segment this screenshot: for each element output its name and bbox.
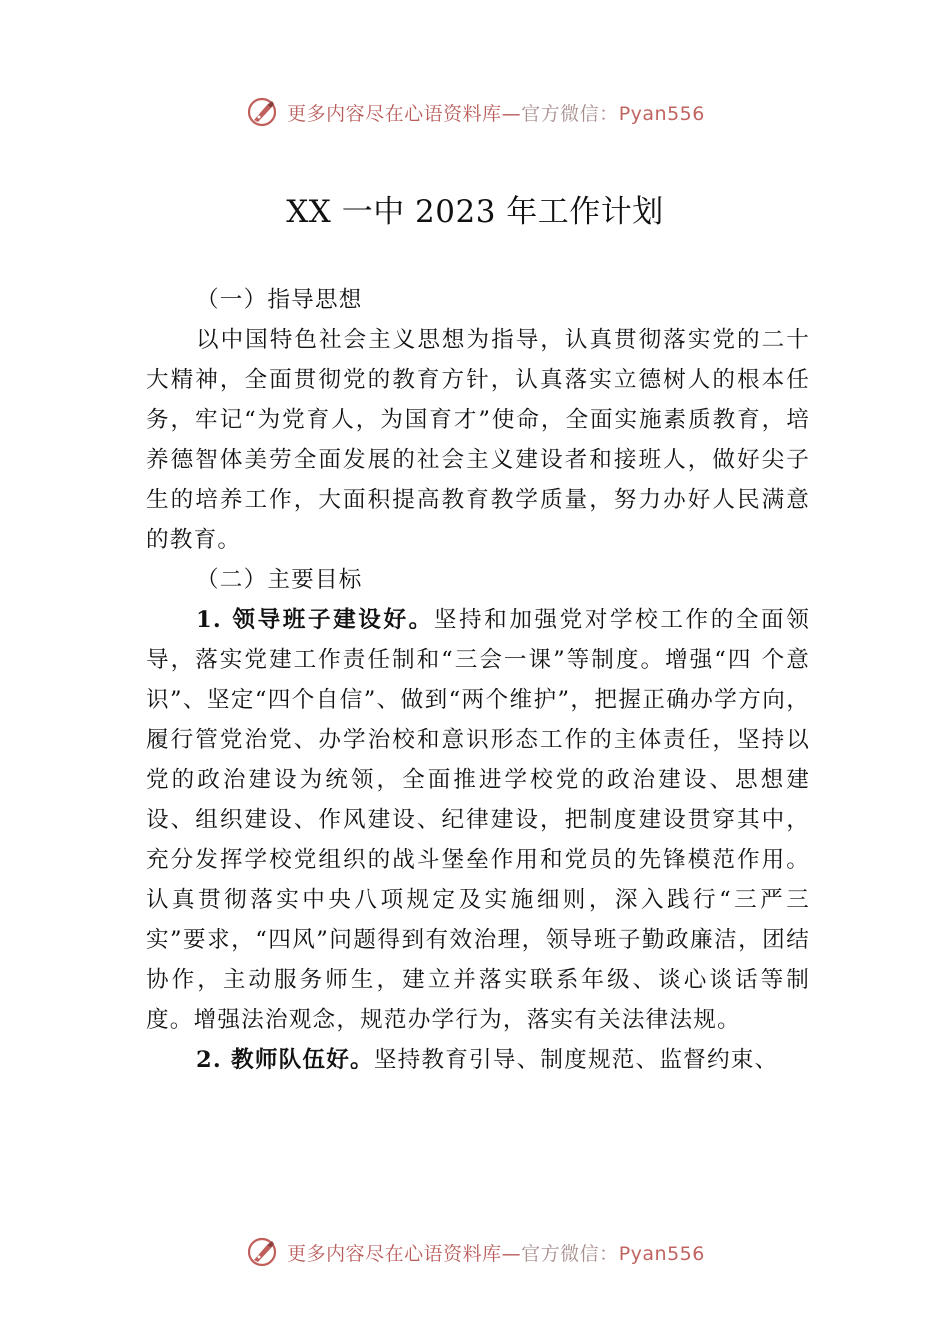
banner-main: 更多内容尽在心语资料库 <box>287 102 502 125</box>
section1-heading: （一）指导思想 <box>196 287 363 313</box>
pen-nib-circle-icon <box>245 95 279 129</box>
banner-wechat-label: 官方微信： <box>521 102 619 125</box>
footer-banner <box>0 1232 950 1272</box>
banner-wechat-label: 官方微信： <box>521 1242 619 1265</box>
section2-heading: （二）主要目标 <box>196 567 363 593</box>
banner-text <box>287 99 705 126</box>
goal-item-1-body: 坚持和加强党对学校工作的全面领导，落实党建工作责任制和“三会一课”等制度。增强“四 个意识”、坚定“四个自信”、做到“两个维护”，把握正确办学方向，履行管党治党、办学治校和意识形态工作的主体责任，坚持以党的政治建设为统领，全面推进学校党的政治建设、思想建设、组织建设、作风建设、纪律建设，把制度建设贯穿其中，充分发挥学校党组织的战斗堡垒作用和党员的先锋模范作用。认真贯彻落实中央八项规定及实施细则，深入践行“三严三实”要求，“四风”问题得到有效治理，领导班子勤政廉洁，团结协作，主动服务师生，建立并落实联系年级、谈心谈话等制度。增强法治观念，规范办学行为，落实有关法律法规。 <box>146 607 811 1033</box>
document-title: XX 一中 2023 年工作计划 <box>286 194 664 230</box>
banner-wechat-id: Pyan556 <box>618 102 705 125</box>
header-banner <box>0 92 950 132</box>
pen-nib-circle-icon <box>245 1235 279 1269</box>
banner-separator: — <box>501 1242 522 1265</box>
goal-item-1-lead: 1. 领导班子建设好。 <box>196 607 434 633</box>
document-body <box>146 280 810 1080</box>
banner-text <box>287 1239 705 1266</box>
goal-item-2-lead: 2. 教师队伍好。 <box>196 1047 374 1073</box>
section1-paragraph: 以中国特色社会主义思想为指导，认真贯彻落实党的二十大精神，全面贯彻党的教育方针，认真落实立德树人的根本任务，牢记“为党育人，为国育才”使命，全面实施素质教育，培养德智体美劳全面发展的社会主义建设者和接班人，做好尖子生的培养工作，大面积提高教育教学质量，努力办好人民满意的教育。 <box>146 327 810 553</box>
goal-item-2-body: 坚持教育引导、制度规范、监督约束、 <box>373 1047 779 1073</box>
goal-item-2 <box>146 1040 810 1080</box>
goal-item-1 <box>146 600 810 1040</box>
banner-separator: — <box>501 102 522 125</box>
banner-main: 更多内容尽在心语资料库 <box>287 1242 502 1265</box>
banner-wechat-id: Pyan556 <box>618 1242 705 1265</box>
